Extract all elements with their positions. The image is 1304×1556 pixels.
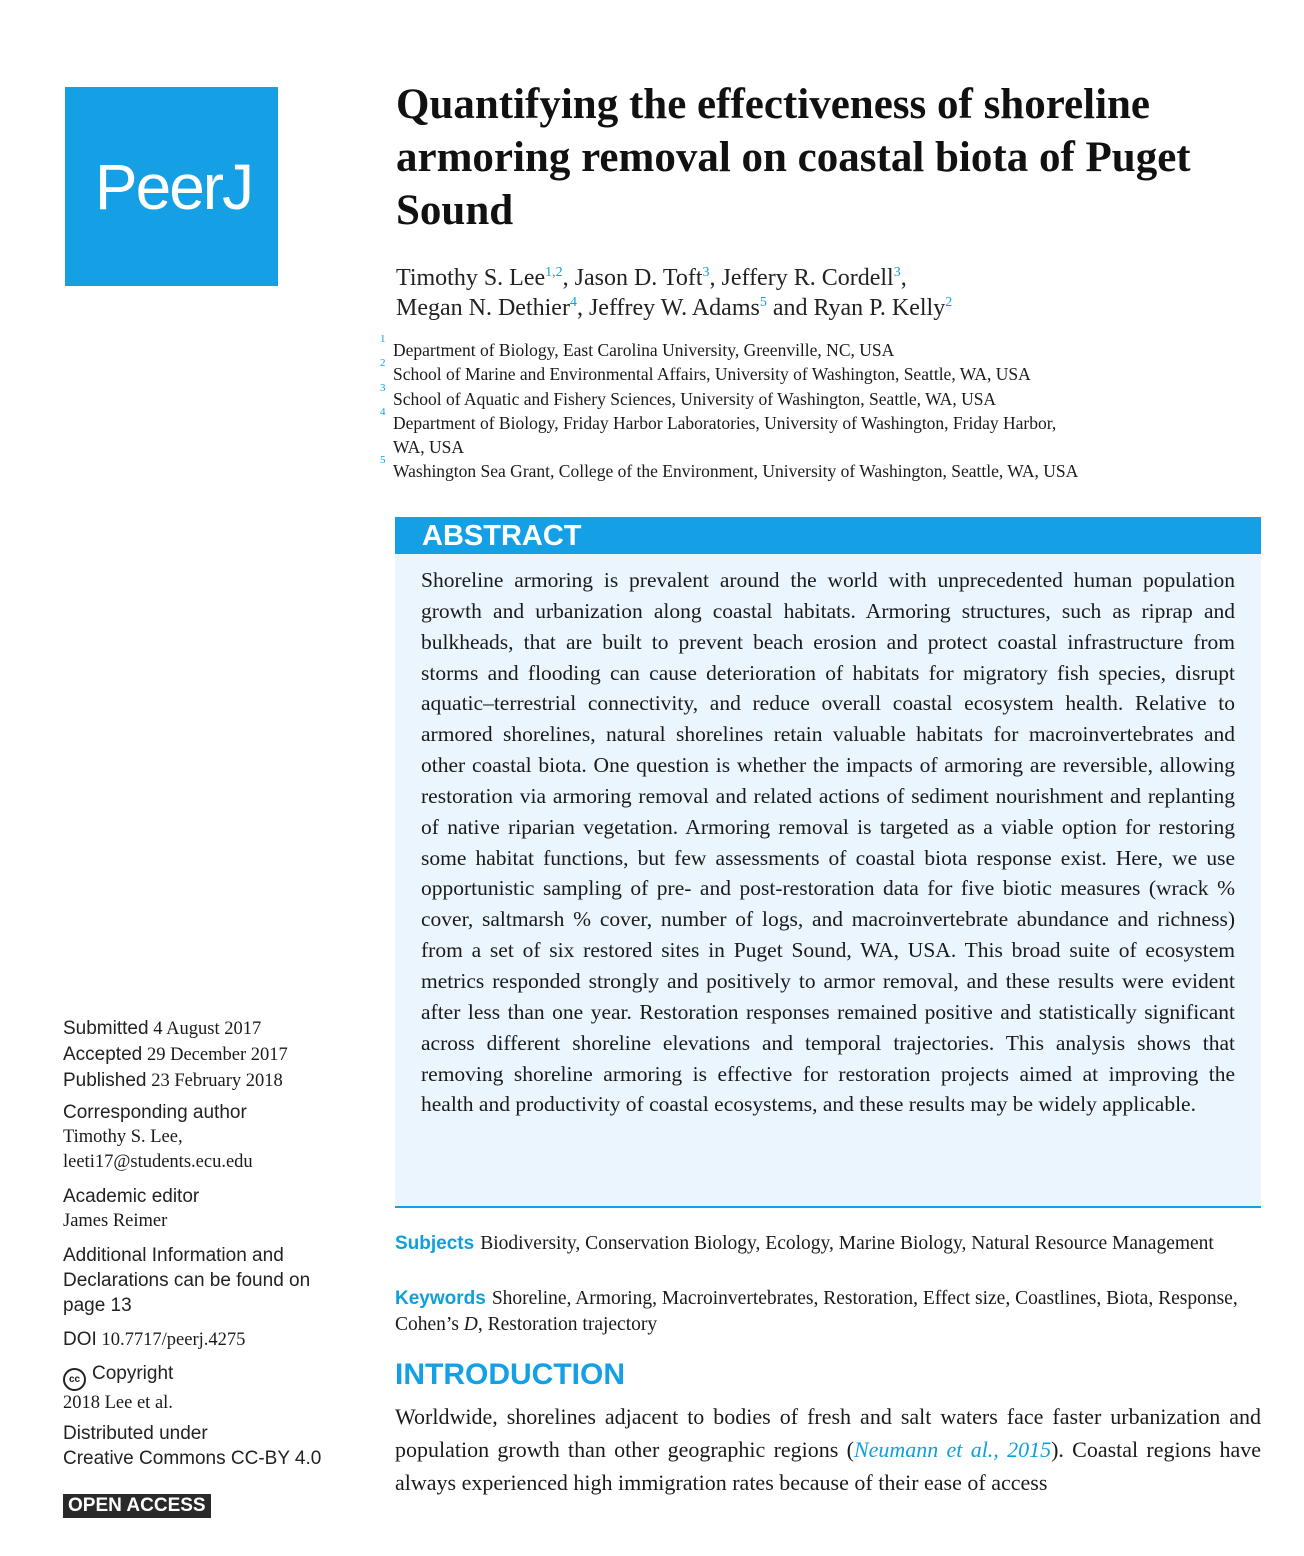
published-row — [63, 1068, 353, 1094]
submitted-row — [63, 1016, 353, 1042]
author-name: Ryan P. Kelly — [813, 295, 946, 321]
affiliation-text: Department of Biology, Friday Harbor Laboratories, University of Washington, Friday Harbor, — [393, 412, 1057, 433]
submitted-label: Submitted — [63, 1018, 149, 1039]
author-affiliation-ref[interactable]: 5 — [759, 295, 767, 310]
affiliation-list — [380, 333, 1260, 484]
editor-name: James Reimer — [63, 1211, 168, 1231]
keywords-label: Keywords — [395, 1288, 486, 1309]
paper-title: Quantifying the effectiveness of shoreline armoring removal on coastal biota of Puget Sound — [396, 81, 1191, 234]
author-line-1 — [396, 263, 1276, 293]
author-name: Jeffery R. Cordell — [721, 265, 894, 291]
author-separator: , — [562, 265, 575, 291]
author-affiliation-ref[interactable]: 4 — [569, 295, 577, 310]
copyright-label: Copyright — [92, 1363, 174, 1384]
author-name: Jeffrey W. Adams — [588, 295, 760, 321]
abstract-heading: ABSTRACT — [395, 517, 1261, 554]
published-label: Published — [63, 1070, 147, 1091]
abstract-text: Shoreline armoring is prevalent around the world with unprecedented human population growth and urbanization along coastal habitats. Armoring structures, such as riprap and bulkheads, that are built to prevent beach erosion and protect coastal infrastructure from storms and flooding can cause deterioration of habitats for migratory fish species, disrupt aquatic–terrestrial connectivity, and reduce overall coastal ecosystem health. Relative to armored shorelines, natural shorelines retain valuable habitats for macroinvertebrates and other coastal biota. One question is whether the impacts of armoring are reversible, allowing restoration via armoring removal and related actions of sediment nourishment and replanting of native riparian vegetation. Armoring removal is targeted as a viable option for restoring some habitat functions, but few assessments of coastal biota response exist. Here, we use opportunistic sampling of pre- and post-restoration data for five biotic measures (wrack % cover, saltmarsh % cover, number of logs, and macroinvertebrate abundance and richness) from a set of six restored sites in Puget Sound, WA, USA. This broad suite of ecosystem metrics responded strongly and positively to armor removal, and these results were evident after less than one year. Restoration responses remained positive and statistically significant across different shoreline elevations and temporal trajectories. This analysis shows that removing shoreline armoring is effective for restoration projects aimed at improving the health and productivity of coastal ecosystems, and these results may be widely applicable. — [421, 568, 1235, 1117]
published-date: 23 February 2018 — [151, 1071, 283, 1091]
author-line-2 — [396, 293, 1276, 323]
copyright-row — [63, 1361, 353, 1391]
author-name: Timothy S. Lee — [396, 265, 546, 291]
author-separator: and — [766, 295, 814, 321]
corresponding-author — [63, 1100, 353, 1175]
author-name: Megan N. Dethier — [396, 295, 570, 321]
editor-label: Academic editor — [63, 1186, 200, 1207]
creative-commons-icon: cc — [63, 1368, 86, 1391]
keywords-italic: D — [463, 1314, 478, 1335]
subjects-block — [395, 1231, 1265, 1257]
affiliation-number: 1 — [380, 333, 386, 345]
accepted-row — [63, 1042, 353, 1068]
corresponding-name: Timothy S. Lee, — [63, 1127, 183, 1147]
affiliation-item — [380, 381, 1260, 411]
doi-value[interactable]: 10.7717/peerj.4275 — [101, 1330, 246, 1350]
subjects-text: Biodiversity, Conservation Biology, Ecology, Marine Biology, Natural Resource Management — [480, 1233, 1214, 1254]
license-text[interactable]: Creative Commons CC-BY 4.0 — [63, 1448, 322, 1469]
intro-text-start: Worldwide, shorelines adjacent to bodies of fresh and salt waters face faster urbanization and population growth than other geographic regions ( — [395, 1404, 1261, 1462]
author-affiliation-ref[interactable]: 3 — [893, 265, 901, 280]
distributed-label: Distributed under — [63, 1423, 208, 1444]
affiliation-number: 3 — [380, 381, 386, 394]
affiliation-text: Washington Sea Grant, College of the Environment, University of Washington, Seattle, WA, USA — [393, 461, 1079, 482]
author-separator: , — [709, 265, 722, 291]
author-separator: , — [576, 295, 589, 321]
author-name: Jason D. Toft — [574, 265, 703, 291]
abstract-box — [395, 517, 1261, 1208]
open-access-badge: OPEN ACCESS — [63, 1494, 211, 1518]
keywords-text-end: , Restoration trajectory — [477, 1314, 658, 1335]
additional-info — [63, 1243, 333, 1318]
introduction-text — [395, 1400, 1261, 1499]
academic-editor — [63, 1184, 353, 1234]
keywords-text: Shoreline, Armoring, Macroinvertebrates, Restoration, Effect size, Coastlines, Biota, Response, Cohen’s — [395, 1288, 1238, 1335]
affiliation-item — [380, 333, 1260, 362]
affiliation-number: 4 — [380, 405, 386, 418]
introduction-heading: INTRODUCTION — [395, 1358, 625, 1391]
corresponding-label: Corresponding author — [63, 1102, 247, 1123]
author-affiliation-ref[interactable]: 1,2 — [545, 265, 563, 280]
doi-label: DOI — [63, 1329, 97, 1350]
affiliation-text: Department of Biology, East Carolina University, Greenville, NC, USA — [393, 340, 895, 360]
peerj-logo — [65, 87, 278, 286]
keywords-block — [395, 1286, 1265, 1338]
copyright-value: 2018 Lee et al. — [63, 1393, 173, 1413]
affiliation-item — [380, 454, 1260, 483]
submitted-date: 4 August 2017 — [153, 1019, 262, 1039]
affiliation-number: 2 — [380, 357, 386, 370]
affiliation-item — [380, 357, 1260, 386]
copyright-block — [63, 1361, 353, 1416]
citation-link[interactable]: Neumann et al., 2015 — [853, 1437, 1052, 1462]
submission-dates — [63, 1016, 353, 1094]
author-separator: , — [900, 265, 907, 291]
additional-info-text[interactable]: Additional Information and Declarations can be found on page 13 — [63, 1245, 311, 1316]
affiliation-text: School of Aquatic and Fishery Sciences, University of Washington, Seattle, WA, USA — [393, 388, 997, 409]
author-affiliation-ref[interactable]: 2 — [945, 295, 953, 310]
corresponding-email[interactable]: leeti17@students.ecu.edu — [63, 1152, 253, 1172]
accepted-label: Accepted — [63, 1044, 143, 1065]
affiliation-text-continued: WA, USA — [393, 437, 464, 458]
affiliation-number: 5 — [380, 454, 386, 467]
affiliation-item — [380, 405, 1260, 460]
subjects-label: Subjects — [395, 1233, 475, 1254]
doi-block — [63, 1327, 353, 1353]
author-affiliation-ref[interactable]: 3 — [702, 265, 710, 280]
affiliation-text: School of Marine and Environmental Affairs, University of Washington, Seattle, WA, USA — [393, 364, 1031, 385]
accepted-date: 29 December 2017 — [146, 1045, 288, 1065]
license-block — [63, 1421, 353, 1471]
author-list — [396, 263, 1276, 323]
logo-text: PeerJ — [94, 150, 253, 223]
intro-text-end: ). Coastal regions have always experienced high immigration rates because of their ease of access — [395, 1437, 1261, 1495]
